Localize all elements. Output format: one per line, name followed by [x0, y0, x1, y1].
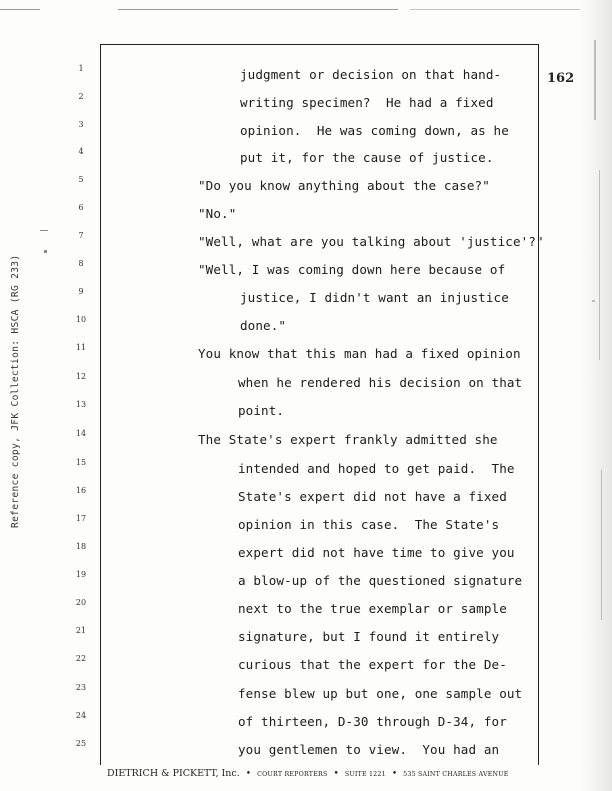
scan-speck [40, 230, 48, 231]
top-edge-line [410, 9, 580, 10]
line-number: 14 [75, 429, 87, 438]
transcript-line: you gentlemen to view. You had an [238, 742, 500, 757]
transcript-line: "Well, I was coming down here because of [198, 262, 506, 277]
transcript-line: "No." [198, 206, 237, 221]
transcript-line: signature, but I found it entirely [238, 629, 500, 644]
line-number: 15 [75, 458, 87, 467]
transcript-line: expert did not have time to give you [238, 545, 515, 560]
line-number: 11 [75, 343, 87, 352]
footer-separator: • [333, 769, 339, 779]
transcript-line: opinion. He was coming down, as he [240, 123, 509, 138]
transcript-line: when he rendered his decision on that [238, 375, 523, 390]
footer-reporters: COURT REPORTERS [257, 771, 328, 778]
top-edge-line [0, 9, 40, 10]
scan-speck [601, 470, 602, 620]
line-number: 17 [75, 514, 87, 523]
line-number: 7 [78, 231, 84, 240]
line-number: 19 [75, 570, 87, 579]
transcript-line: You know that this man had a fixed opinion [198, 346, 521, 361]
top-edge-line [118, 9, 398, 10]
transcript-line: justice, I didn't want an injustice [240, 290, 509, 305]
reference-copy-stamp: Reference copy, JFK Collection: HSCA (RG 233) [10, 254, 21, 528]
line-number: 23 [75, 683, 87, 692]
line-number: 25 [75, 739, 87, 748]
transcript-line: curious that the expert for the De- [238, 657, 507, 672]
line-number: 24 [75, 711, 87, 720]
transcript-line: done." [240, 318, 287, 333]
footer-separator: • [391, 769, 398, 779]
transcript-line: next to the true exemplar or sample [238, 601, 507, 616]
footer-address: 535 SAINT CHARLES AVENUE [403, 771, 509, 778]
line-number: 3 [78, 120, 84, 129]
transcript-line: point. [238, 403, 285, 418]
line-number: 10 [75, 315, 87, 324]
footer-suite: SUITE 1221 [344, 771, 386, 778]
line-number: 4 [78, 147, 84, 156]
line-number: 22 [75, 654, 87, 663]
line-number: 13 [75, 400, 87, 409]
transcript-line: of thirteen, D-30 through D-34, for [238, 714, 507, 729]
transcript-line: "Do you know anything about the case?" [198, 178, 490, 193]
line-number: 2 [78, 92, 84, 101]
line-number: 1 [78, 64, 84, 73]
transcript-line: opinion in this case. The State's [238, 517, 500, 532]
transcript-line: "Well, what are you talking about 'justice'?" [198, 234, 544, 249]
transcript-line: intended and hoped to get paid. The [238, 461, 515, 476]
line-number: 9 [78, 287, 84, 296]
transcript-line: a blow-up of the questioned signature [238, 573, 523, 588]
line-number: 21 [75, 626, 87, 635]
line-number: 16 [75, 486, 87, 495]
scan-speck [594, 40, 596, 120]
line-number: 5 [78, 175, 84, 184]
transcript-line: The State's expert frankly admitted she [198, 432, 498, 447]
line-number: 8 [78, 259, 84, 268]
court-reporter-footer [107, 768, 577, 779]
line-number: 20 [75, 598, 87, 607]
line-number: 18 [75, 542, 87, 551]
transcript-line: fense blew up but one, one sample out [238, 686, 523, 701]
transcript-line: State's expert did not have a fixed [238, 489, 507, 504]
scan-speck [592, 300, 595, 302]
footer-firm: DIETRICH & PICKETT, Inc. [107, 768, 240, 779]
transcript-line: judgment or decision on that hand- [240, 67, 502, 82]
line-number: 6 [78, 203, 84, 212]
scan-speck [599, 170, 600, 360]
footer-separator: • [245, 769, 252, 779]
page-number: 162 [547, 71, 575, 86]
line-number: 12 [75, 372, 87, 381]
transcript-line: put it, for the cause of justice. [240, 150, 494, 165]
scan-speck [44, 250, 47, 253]
transcript-line: writing specimen? He had a fixed [240, 95, 494, 110]
